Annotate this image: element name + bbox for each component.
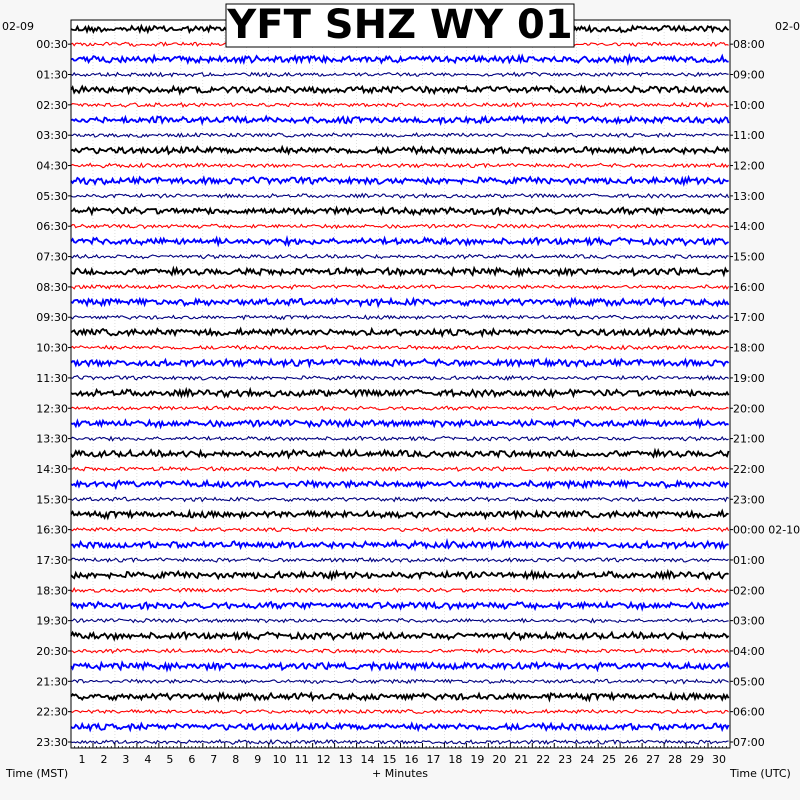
x-tick-label: 1	[78, 753, 86, 766]
x-tick-label: 30	[712, 753, 727, 766]
x-tick-label: 17	[426, 753, 441, 766]
x-tick-label: 24	[580, 753, 595, 766]
x-tick-label: 11	[294, 753, 309, 766]
y-axis-left-label: Time (MST)	[6, 767, 69, 780]
y-left-tick-label: 04:30	[36, 159, 68, 173]
y-right-tick-label: 14:00	[733, 220, 765, 234]
y-right-tick-label: 20:00	[733, 402, 765, 416]
x-tick-label: 3	[122, 753, 130, 766]
x-tick-label: 20	[492, 753, 507, 766]
right-date-label: 02-0	[775, 20, 800, 33]
chart-title	[226, 2, 574, 48]
y-right-tick-label: 04:00	[733, 644, 765, 658]
y-left-tick-label: 20:30	[36, 644, 68, 658]
x-tick-label: 27	[646, 753, 661, 766]
x-tick-label: 9	[254, 753, 262, 766]
y-right-tick-label: 23:00	[733, 493, 765, 507]
y-right-tick-label: 00:00 02-10	[733, 523, 800, 537]
x-tick-label: 29	[690, 753, 705, 766]
y-left-tick-label: 16:30	[36, 523, 68, 537]
y-right-tick-label: 06:00	[733, 705, 765, 719]
y-right-tick-label: 12:00	[733, 159, 765, 173]
x-tick-label: 28	[668, 753, 683, 766]
x-tick-label: 21	[514, 753, 529, 766]
y-left-tick-label: 18:30	[36, 584, 68, 598]
y-left-tick-label: 12:30	[36, 402, 68, 416]
y-right-tick-label: 21:00	[733, 432, 765, 446]
y-right-tick-label: 05:00	[733, 675, 765, 689]
y-left-tick-label: 11:30	[36, 371, 68, 385]
y-left-tick-label: 15:30	[36, 493, 68, 507]
y-left-tick-label: 13:30	[36, 432, 68, 446]
x-tick-label: 6	[188, 753, 196, 766]
y-right-tick-label: 08:00	[733, 38, 765, 52]
y-left-tick-label: 14:30	[36, 462, 68, 476]
y-axis-right-label: Time (UTC)	[730, 767, 791, 780]
y-left-tick-label: 01:30	[36, 68, 68, 82]
y-right-tick-label: 09:00	[733, 68, 765, 82]
x-tick-label: 7	[210, 753, 218, 766]
x-tick-label: 26	[624, 753, 639, 766]
y-right-tick-label: 18:00	[733, 341, 765, 355]
x-tick-label: 15	[382, 753, 397, 766]
y-right-tick-label: 02:00	[733, 584, 765, 598]
x-tick-label: 5	[166, 753, 174, 766]
y-left-tick-label: 17:30	[36, 553, 68, 567]
y-left-tick-label: 10:30	[36, 341, 68, 355]
y-right-tick-label: 17:00	[733, 311, 765, 325]
y-left-tick-label: 00:30	[36, 38, 68, 52]
x-tick-label: 12	[316, 753, 331, 766]
y-left-tick-label: 06:30	[36, 220, 68, 234]
x-tick-label: 25	[602, 753, 617, 766]
left-date-label: 02-09	[2, 20, 34, 33]
x-tick-label: 23	[558, 753, 573, 766]
y-left-tick-label: 21:30	[36, 675, 68, 689]
x-tick-label: 22	[536, 753, 551, 766]
title-text: YFT SHZ WY 01	[227, 2, 573, 48]
y-left-tick-label: 19:30	[36, 614, 68, 628]
x-tick-label: 2	[100, 753, 108, 766]
x-tick-label: 10	[272, 753, 287, 766]
y-right-tick-label: 15:00	[733, 250, 765, 264]
y-right-tick-label: 07:00	[733, 735, 765, 749]
x-tick-label: 19	[470, 753, 485, 766]
x-tick-label: 16	[404, 753, 419, 766]
y-left-tick-label: 09:30	[36, 311, 68, 325]
x-tick-label: 8	[232, 753, 240, 766]
y-right-tick-label: 19:00	[733, 371, 765, 385]
x-tick-label: 4	[144, 753, 152, 766]
y-right-tick-label: 01:00	[733, 553, 765, 567]
x-tick-label: 18	[448, 753, 463, 766]
y-left-tick-label: 02:30	[36, 98, 68, 112]
y-left-tick-label: 08:30	[36, 280, 68, 294]
y-left-tick-label: 03:30	[36, 129, 68, 143]
y-right-tick-label: 11:00	[733, 129, 765, 143]
y-right-tick-label: 03:00	[733, 614, 765, 628]
x-axis-label: + Minutes	[371, 767, 429, 780]
y-right-tick-label: 13:00	[733, 189, 765, 203]
x-tick-label: 13	[338, 753, 353, 766]
y-right-tick-label: 22:00	[733, 462, 765, 476]
y-right-tick-label: 16:00	[733, 280, 765, 294]
y-right-tick-label: 10:00	[733, 98, 765, 112]
y-left-tick-label: 05:30	[36, 189, 68, 203]
y-left-tick-label: 07:30	[36, 250, 68, 264]
y-left-tick-label: 23:30	[36, 735, 68, 749]
y-left-tick-label: 22:30	[36, 705, 68, 719]
x-tick-label: 14	[360, 753, 375, 766]
